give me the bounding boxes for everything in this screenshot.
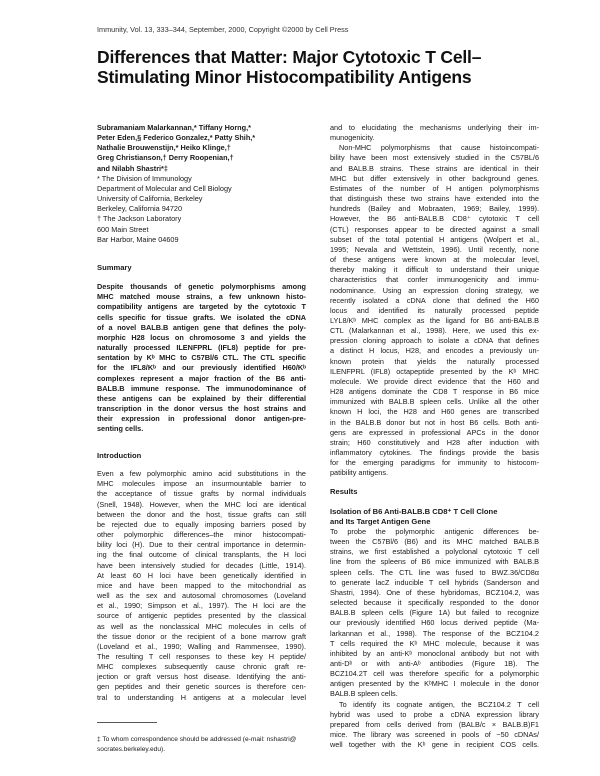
body-line: mice. The library was screened in pools of ~50 cDNAs/ xyxy=(330,730,539,740)
introduction-line: Even a few polymorphic amino acid substitutions in the xyxy=(97,469,306,479)
affiliation-line: 600 Main Street xyxy=(97,224,149,234)
introduction-line: be rejected due to equally imposing barriers posed by xyxy=(97,519,306,529)
summary-line: cells specific for tissue grafts. We isolated the cDNA xyxy=(97,312,306,322)
affiliation-line: University of California, Berkeley xyxy=(97,194,203,204)
body-line: hybrid was used to probe a cDNA expression library xyxy=(330,709,539,719)
body-line: strains, we first established a polyclonal cytotoxic T cell xyxy=(330,547,539,557)
author-line: Nathalie Brouwenstijn,* Heiko Klinge,† xyxy=(97,143,231,153)
body-line: larkannan et al., 1998). The response of the BCZ104.2 xyxy=(330,628,539,638)
body-line: strain; H60 constitutively and H28 after induction with xyxy=(330,437,539,447)
body-line: locus and identified its naturally processed peptide xyxy=(330,305,539,315)
affiliation-line: Berkeley, California 94720 xyxy=(97,204,183,214)
author-line: Peter Eden,§ Federico Gonzalez,* Patty Shih,* xyxy=(97,133,256,143)
body-line: characteristics that confer immunogenicity and immu- xyxy=(330,275,539,285)
body-line: T cells required the Kᵇ MHC molecule, because it was xyxy=(330,638,539,648)
summary-line: of a novel BALB.B antigen gene that defines the poly- xyxy=(97,322,306,332)
affiliation-line: Department of Molecular and Cell Biology xyxy=(97,183,232,193)
body-line: munogenicity. xyxy=(330,133,375,143)
affiliation-list xyxy=(97,174,312,245)
introduction-line: mice and have been mapped to the mitochondrial as xyxy=(97,580,306,590)
right-column xyxy=(330,123,539,750)
body-line: antigen presented by the KᵇMHC I molecule in the donor xyxy=(330,679,539,689)
body-line: hundreds (Bailey and Mobraaten, 1969; Bailey, 1999). xyxy=(330,204,539,214)
body-line: that distinguish these two strains have extended into the xyxy=(330,194,539,204)
body-line: thereby making it difficult to understand their unique xyxy=(330,265,539,275)
body-line: of these antigens were known at the molecular level, xyxy=(330,255,539,265)
article-title xyxy=(97,47,557,87)
author-line: Subramaniam Malarkannan,* Tiffany Horng,* xyxy=(97,123,251,132)
footnote xyxy=(97,735,312,754)
affiliation-line: * The Division of Immunology xyxy=(97,173,192,183)
article-title-line: Differences that Matter: Major Cytotoxic T Cell– xyxy=(97,47,482,67)
body-line: prepared from cells derived from (BALB/c × BALB.B)F1 xyxy=(330,719,539,729)
body-line: selected because it specifically responded to the donor xyxy=(330,598,539,608)
body-line: pression cloning approach to isolate a cDNA that defines xyxy=(330,336,539,346)
summary-line: complexes represent a major fraction of the B6 anti- xyxy=(97,373,306,383)
body-line: However, the B6 anti-BALB.B CD8⁺ cytotoxic T cell xyxy=(330,214,539,224)
introduction-line: other polymorphic differences–the minor histocompati- xyxy=(97,530,306,540)
summary-line: their expression in professional donor antigen-pre- xyxy=(97,414,306,424)
summary-line: sentation by Kᵇ MHC to C57Bl/6 CTL. The CTL specific xyxy=(97,353,306,363)
body-line: spleen cells. The CTL line was fused to BWZ.36/CD8α xyxy=(330,567,539,577)
introduction-line: well as the sex and autosomal chromosomes (Loveland xyxy=(97,591,306,601)
body-line: BCZ104.2T cell was therefore specific for a polymorphic xyxy=(330,669,539,679)
body-line: BALB.B spleen cells (Figure 1A) but failed to recognize xyxy=(330,608,539,618)
summary-line: these antigens can be explained by their differential xyxy=(97,393,306,403)
body-line: well together with the Kᵇ gene in recipient COS cells. xyxy=(330,740,539,750)
summary-heading: Summary xyxy=(97,263,132,272)
body-line: BALB.B spleen cells. xyxy=(330,689,398,699)
body-line: (CTL) responses appear to be directed against a small xyxy=(330,224,539,234)
affiliation-line: Bar Harbor, Maine 04609 xyxy=(97,234,179,244)
summary-line: Despite thousands of genetic polymorphisms among xyxy=(97,282,306,292)
introduction-line: bility loci (H). Due to their central importance in determin- xyxy=(97,540,306,550)
body-line: inhibited by an anti-Kᵇ monoclonal antibody but not with xyxy=(330,648,539,658)
body-line: gens are expressed in professional APCs in the donor xyxy=(330,427,539,437)
body-line: nodominance. Using an expression cloning strategy, we xyxy=(330,285,539,295)
introduction-line: ing the final outcome of clinical transplants, the H loci xyxy=(97,550,306,560)
body-line: our previously identified H60 locus derived peptide (Ma- xyxy=(330,618,539,628)
body-line: to generate lacZ inducible T cell hybrids (Sanderson and xyxy=(330,577,539,587)
body-line: line from the spleens of B6 mice immunized with BALB.B xyxy=(330,557,539,567)
body-line: Shastri, 1994). One of these hybridomas, BCZ104.2, was xyxy=(330,587,539,597)
subheading-line: Isolation of B6 Anti-BALB.B CD8⁺ T Cell Clone xyxy=(330,506,498,516)
introduction-line: The resulting T cell responses to these key H peptide/ xyxy=(97,651,306,661)
results-paragraph xyxy=(330,527,539,700)
author-line: and Nilabh Shastri*‡ xyxy=(97,163,168,173)
summary-line: morphic H28 locus on chromosome 3 and yields the xyxy=(97,332,306,342)
body-line: molecule. We provide direct evidence that the H60 and xyxy=(330,376,539,386)
summary-line: transcription in the donor versus the host strains and xyxy=(97,404,306,414)
body-line: and to elucidating the mechanisms underlying their im- xyxy=(330,123,539,132)
body-line: MHC but differ extensively in other background genes. xyxy=(330,173,539,183)
introduction-section xyxy=(97,451,306,703)
body-line: tween the C57Bl/6 (B6) and its MHC matched BALB.B xyxy=(330,537,539,547)
body-line: 1995; Nevala and Wettstein, 1996). Until recently, none xyxy=(330,244,539,254)
body-line: a distinct H locus, H28, and encodes a previously un- xyxy=(330,346,539,356)
body-line: known protein that yields the naturally processed xyxy=(330,356,539,366)
body-line: ILENFPRL (IFL8) octapeptide presented by the Kᵇ MHC xyxy=(330,366,539,376)
body-line: anti-Dᵇ or with anti-Aᵇ antibodies (Figure 1B). The xyxy=(330,658,539,668)
subheading-line: and Its Target Antigen Gene xyxy=(330,516,431,526)
introduction-line: (Loveland et al., 1990; Walling and Rammensee, 1990). xyxy=(97,641,306,651)
summary-text xyxy=(97,282,306,434)
body-line: To identify its cognate antigen, the BCZ104.2 T cell xyxy=(339,699,539,709)
body-line: immunized with BALB.B spleen cells. Unlike all the other xyxy=(330,397,539,407)
body-line: in the BALB.B donor but not in host B6 cells. Both anti- xyxy=(330,417,539,427)
introduction-line: et al., 1990; Simpson et al., 1997). The H loci are the xyxy=(97,601,306,611)
intro-continued-text xyxy=(330,123,539,143)
body-line: for the emerging paradigms for immunity to histocom- xyxy=(330,458,539,468)
introduction-text xyxy=(97,469,306,703)
introduction-line: have been intensively studied for decades (Little, 1914). xyxy=(97,560,306,570)
summary-line: senting cells. xyxy=(97,424,144,434)
journal-citation: Immunity, Vol. 13, 333–344, September, 2000, Copyright ©2000 by Cell Press xyxy=(97,25,349,34)
body-line: Non-MHC polymorphisms that cause histoincompati- xyxy=(339,143,539,153)
summary-line: BALB.B immune response. The immunodominance of xyxy=(97,383,306,393)
body-line: known H loci, the H28 and H60 genes are transcribed xyxy=(330,407,539,417)
body-line: bility have been most extensively studied in the C57BL/6 xyxy=(330,153,539,163)
summary-line: for the IFL8/Kᵇ and our previously identified H60/Kᵇ xyxy=(97,363,306,373)
summary-line: MHC matched mouse strains, a few unknown histo- xyxy=(97,292,306,302)
body-line: Estimates of the number of H antigen polymorphisms xyxy=(330,183,539,193)
introduction-line: (Snell, 1948). However, when the MHC loci are identical xyxy=(97,499,306,509)
introduction-line: source of antigenic peptides presented by the classical xyxy=(97,611,306,621)
introduction-line: tral to understanding H antigens at a molecular level xyxy=(97,692,306,702)
author-block xyxy=(97,123,312,245)
introduction-line: jection or graft versus host disease. Identifying the anti- xyxy=(97,672,306,682)
introduction-line: MHC molecules impose an insurmountable barrier to xyxy=(97,479,306,489)
introduction-line: between the donor and the host, tissue grafts can still xyxy=(97,509,306,519)
body-line: H28 antigens dominate the CD8 T response in B6 mice xyxy=(330,387,539,397)
results-subheading xyxy=(330,507,539,527)
intro-paragraph xyxy=(330,143,539,478)
body-line: subset of the total potential H antigens (Wolpert et al., xyxy=(330,234,539,244)
author-line: Greg Christianson,† Derry Roopenian,† xyxy=(97,153,234,163)
footnote-rule xyxy=(97,722,157,723)
affiliation-line: † The Jackson Laboratory xyxy=(97,214,182,224)
body-line: recently isolated a cDNA clone that defined the H60 xyxy=(330,295,539,305)
footnote-line: socrates.berkeley.edu). xyxy=(97,745,166,753)
introduction-line: gen peptides and their genetic sources is therefore cen- xyxy=(97,682,306,692)
results-paragraph xyxy=(330,700,539,751)
results-heading: Results xyxy=(330,487,358,497)
author-list xyxy=(97,123,312,174)
body-line: LYL8/Kᵇ MHC complex as the ligand for B6 anti-BALB.B xyxy=(330,315,539,325)
summary-line: naturally processed ILENFPRL (IFL8) peptide for pre- xyxy=(97,343,306,353)
body-line: and BALB.B strains. These strains are identical in their xyxy=(330,163,539,173)
summary-section xyxy=(97,263,306,435)
introduction-line: At least 60 H loci have been genetically identified in xyxy=(97,570,306,580)
summary-line: compatibility antigens are targeted by the cytotoxic T xyxy=(97,302,306,312)
introduction-heading: Introduction xyxy=(97,451,142,460)
introduction-line: the tissue donor or the recipient of a bone marrow graft xyxy=(97,631,306,641)
article-title-line: Stimulating Minor Histocompatibility Antigens xyxy=(97,67,472,87)
body-line: To probe the polymorphic antigenic differences be- xyxy=(330,526,539,536)
footnote-line: ‡ To whom correspondence should be addressed (e-mail: nshastri@ xyxy=(97,736,297,743)
body-line: inflammatory cytokines. The findings provide the basis xyxy=(330,448,539,457)
body-line: patibility antigens. xyxy=(330,468,389,478)
introduction-line: as well as the nonclassical MHC molecules in cells of xyxy=(97,621,306,631)
introduction-line: the acceptance of tissue grafts by normal individuals xyxy=(97,489,306,499)
body-line: CTL (Malarkannan et al., 1998). Here, we used this ex- xyxy=(330,326,539,336)
introduction-line: MHC complexes subsequently cause chronic graft re- xyxy=(97,662,306,672)
